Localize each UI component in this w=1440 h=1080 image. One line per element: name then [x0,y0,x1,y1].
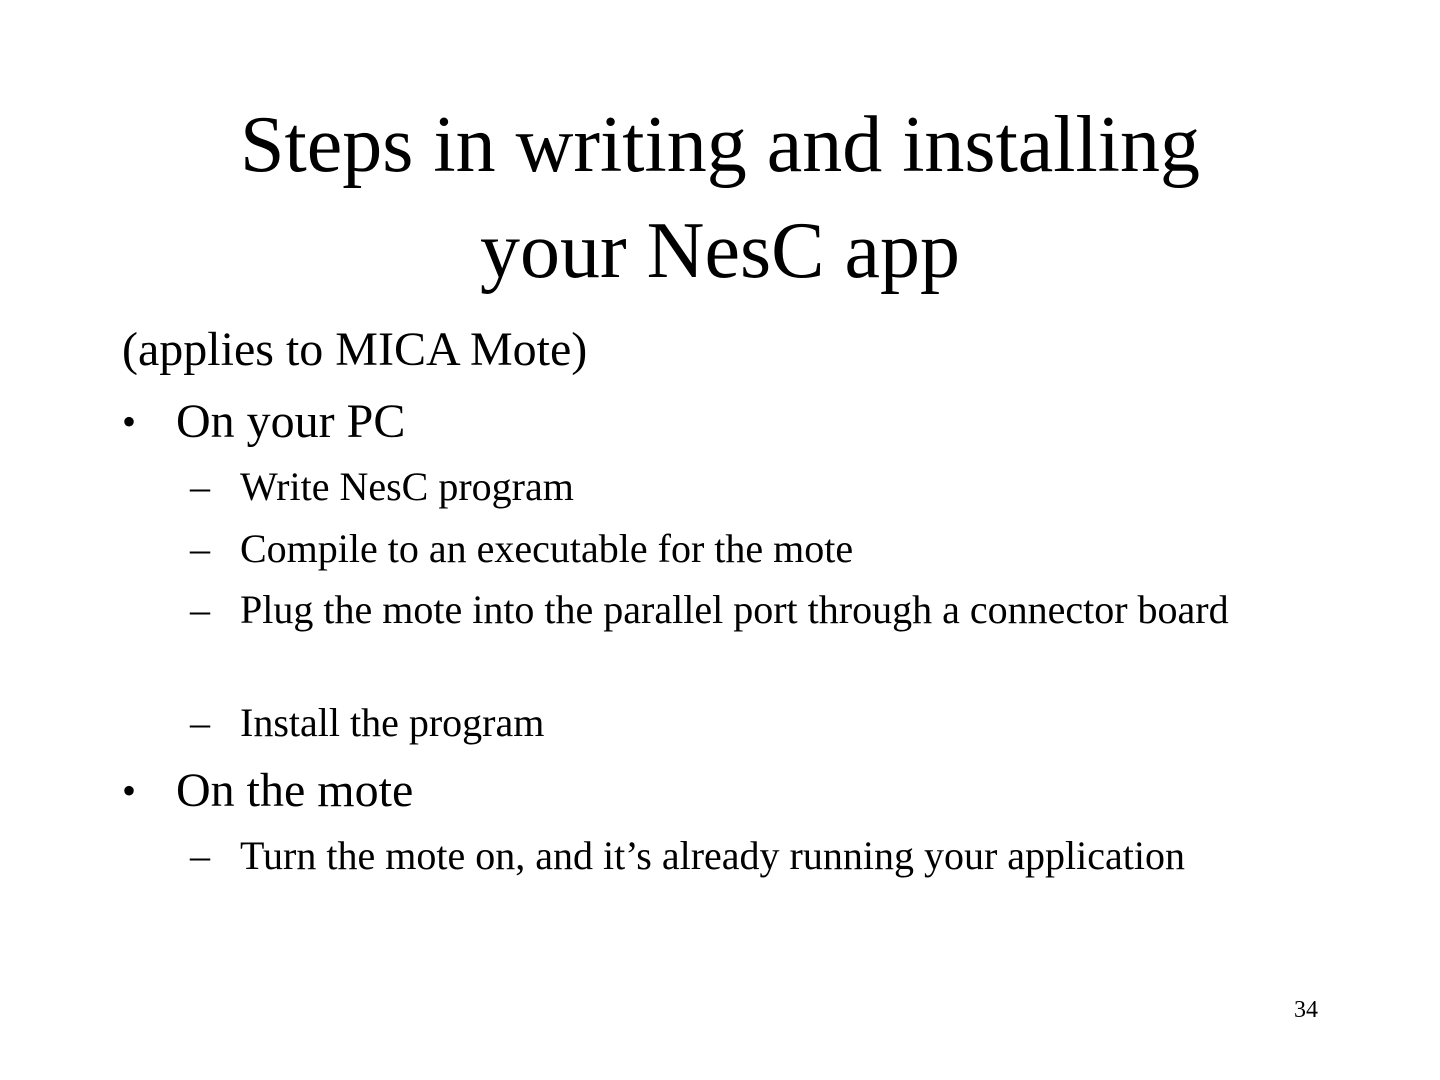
bullet-mark: • [122,399,137,444]
dash-mark: – [190,464,210,509]
page-number: 34 [1294,997,1318,1023]
bullet-mark: • [122,768,137,813]
dash-mark: – [190,833,210,878]
slide-title [100,92,1340,304]
sub-item-text: Plug the mote into the parallel port through a connector board [240,587,1229,632]
dash-mark: – [190,587,210,632]
subtitle: (applies to MICA Mote) [122,323,588,376]
dash-mark: – [190,526,210,571]
sub-item-text: Turn the mote on, and it’s already running your application [240,833,1186,878]
title-line-2: your NesC app [480,207,960,295]
bullet-label: On the mote [176,764,414,817]
sub-item-text: Install the program [240,700,545,745]
sub-item-text: Compile to an executable for the mote [240,526,854,571]
sub-item-text: Write NesC program [240,464,574,509]
dash-mark: – [190,700,210,745]
title-line-1: Steps in writing and installing [240,101,1200,189]
bullet-label: On your PC [176,395,406,448]
